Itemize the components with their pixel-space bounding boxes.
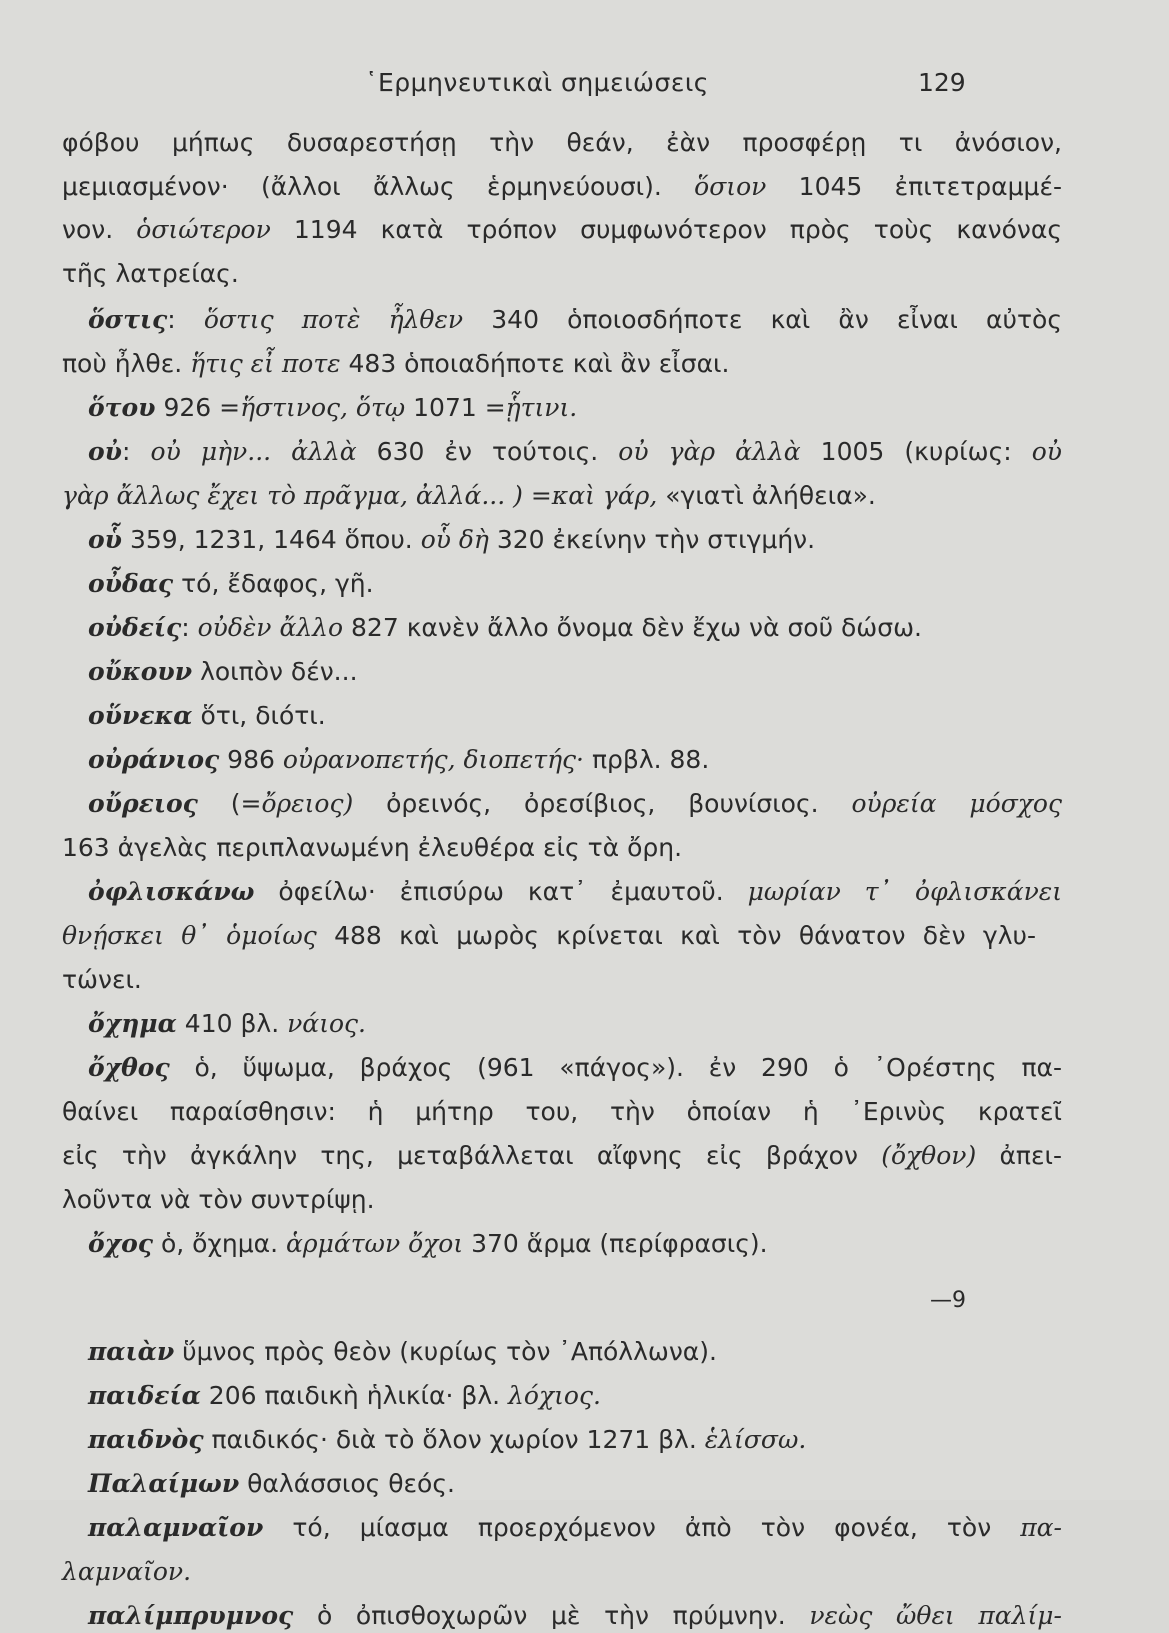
gloss-text: ὀφείλω· ἐπισύρω κατ᾽ ἐμαυτοῦ. [254, 877, 748, 906]
text-line [62, 479, 876, 513]
gloss-text: πρβλ. 88. [584, 745, 710, 774]
glossary-entry [88, 1599, 1062, 1633]
text-line [62, 919, 1036, 953]
glossary-entry [88, 303, 1062, 337]
gloss-text: : [122, 437, 151, 466]
glossary-entry [88, 611, 922, 645]
text-line [62, 347, 729, 381]
gloss-text: λοῦντα νὰ τὸν συντρίψῃ. [62, 1185, 375, 1214]
gloss-text: 410 βλ. [176, 1009, 288, 1038]
text-line [62, 257, 239, 291]
glossary-entry [88, 567, 374, 601]
gloss-text: 1005 (κυρίως: [800, 437, 1032, 466]
text-line [62, 831, 682, 865]
text-line [62, 1139, 1062, 1173]
quoted-text: οὐρανοπετής, διοπετής· [282, 745, 584, 774]
quoted-text: μωρίαν τ᾽ ὀφλισκάνει [747, 877, 1062, 906]
quoted-text: θνῄσκει θ᾽ ὁμοίως [62, 921, 317, 950]
headword: παλαμναῖον [88, 1513, 264, 1542]
gloss-text: παιδικός· διὰ τὸ ὅλον χωρίον 1271 βλ. [203, 1425, 705, 1454]
headword: οὔκουν [88, 657, 193, 686]
quoted-text: νεὼς ὤθει παλίμ- [809, 1601, 1062, 1630]
gloss-text: 320 ἐκείνην τὴν στιγμήν. [488, 525, 816, 554]
gloss-text: λοιπὸν δέν... [192, 657, 358, 686]
gloss-text: «γιατὶ ἀλήθεια». [657, 481, 876, 510]
glossary-entry [88, 391, 577, 425]
gloss-text: 630 ἐν τούτοις. [356, 437, 619, 466]
text-line [62, 1095, 1062, 1129]
gloss-text: 206 παιδικὴ ἡλικία· βλ. [200, 1381, 509, 1410]
gloss-text: 163 ἀγελὰς περιπλανωμένη ἐλευθέρα εἰς τὰ ὄρη. [62, 833, 683, 862]
glossary-entry [88, 1335, 717, 1369]
headword: οὕνεκα [88, 701, 193, 730]
glossary-entry [88, 435, 1062, 469]
glossary-entry [88, 655, 358, 689]
headword: παιδεία [88, 1381, 201, 1410]
glossary-entry [88, 1467, 455, 1501]
quoted-text: οὗ δὴ [420, 525, 489, 554]
quoted-text: πα- [1020, 1513, 1062, 1542]
quoted-text: ὅσιον [694, 172, 767, 201]
gloss-text: 926 = [155, 393, 241, 422]
gloss-text: ὅτι, διότι. [192, 701, 326, 730]
headword: ὅτου [88, 393, 156, 422]
quoted-text: νάιος. [287, 1009, 366, 1038]
text-line [62, 126, 1062, 160]
glossary-entry [88, 523, 815, 557]
glossary-entry [88, 743, 709, 777]
glossary-entry [88, 1007, 366, 1041]
gloss-text: θαίνει παραίσθησιν: ἡ μήτηρ του, τὴν ὁποίαν ἡ ᾽Ερινὺς κρατεῖ [62, 1097, 1062, 1126]
headword: ὀφλισκάνω [88, 877, 255, 906]
headword: ὅστις [88, 305, 168, 334]
glossary-entry [88, 1227, 768, 1261]
page-number: 129 [918, 68, 966, 97]
headword: οὖδας [88, 569, 174, 598]
quoted-text: οὐδὲν ἄλλο [197, 613, 344, 642]
gloss-text: (= [197, 789, 262, 818]
gloss-text: φόβου μήπως δυσαρεστήσῃ τὴν θεάν, ἐὰν προσφέρῃ τι ἀνόσιον, [62, 128, 1062, 157]
headword: παιὰν [88, 1337, 175, 1366]
gloss-text: : [181, 613, 198, 642]
headword: ὄχθος [88, 1053, 170, 1082]
gloss-text: ποὺ ἦλθε. [62, 349, 191, 378]
headword: παιδνὸς [88, 1425, 204, 1454]
gloss-text: τό, ἔδαφος, γῆ. [173, 569, 374, 598]
gloss-text: ἀπει- [976, 1141, 1062, 1170]
text-line [62, 213, 1062, 247]
quoted-text: ἥτις εἶ ποτε [190, 349, 341, 378]
quoted-text: ὄρειος) [261, 789, 354, 818]
gloss-text: εἰς τὴν ἀγκάλην της, μεταβάλλεται αἴφνης εἰς βράχον [62, 1141, 882, 1170]
glossary-entry [88, 1379, 601, 1413]
gloss-text: νον. [62, 215, 137, 244]
quoted-text: ὅστις ποτὲ ἦλθεν [203, 305, 464, 334]
headword: οὔρειος [88, 789, 198, 818]
quoted-text: (ὄχθον) [881, 1141, 977, 1170]
headword: οὐ [88, 437, 123, 466]
headword: ὄχημα [88, 1009, 177, 1038]
gloss-text: 1194 κατὰ τρόπον συμφωνότερον πρὸς τοὺς κανόνας [270, 215, 1062, 244]
text-line [62, 963, 142, 997]
headword: Παλαίμων [88, 1469, 240, 1498]
gloss-text: ὁ, ὄχημα. [153, 1229, 287, 1258]
gloss-text: 340 ὁποιοσδήποτε καὶ ἂν εἶναι αὐτὸς [463, 305, 1062, 334]
gloss-text: θαλάσσιος θεός. [239, 1469, 455, 1498]
signature-mark: —9 [930, 1288, 966, 1313]
gloss-text: 827 κανὲν ἄλλο ὄνομα δὲν ἔχω νὰ σοῦ δώσω. [343, 613, 922, 642]
quoted-text: ἑλίσσω. [704, 1425, 807, 1454]
text-line [62, 1183, 375, 1217]
page-header [0, 68, 1169, 108]
quoted-text: ἁρμάτων ὄχοι [286, 1229, 464, 1258]
gloss-text: μεμιασμένον· (ἄλλοι ἄλλως ἑρμηνεύουσι). [62, 172, 695, 201]
gloss-text: 359, 1231, 1464 ὅπου. [122, 525, 421, 554]
headword: οὐράνιος [88, 745, 220, 774]
text-line [62, 1555, 191, 1589]
quoted-text: ᾗτινι. [505, 393, 578, 422]
gloss-text: 986 [219, 745, 283, 774]
quoted-text: γὰρ ἄλλως ἔχει τὸ πρᾶγμα, ἀλλά... ) =καὶ γάρ, [62, 481, 658, 510]
gloss-text: : [167, 305, 204, 334]
gloss-text: 1071 = [405, 393, 506, 422]
gloss-text: τῆς λατρείας. [62, 259, 239, 288]
quoted-text: ὁσιώτερον [136, 215, 271, 244]
text-line [62, 170, 1062, 204]
gloss-text: τό, μίασμα προερχόμενον ἀπὸ τὸν φονέα, τὸν [263, 1513, 1021, 1542]
quoted-text: οὐ μὴν... ἀλλὰ [150, 437, 357, 466]
gloss-text: ὁ, ὕψωμα, βράχος (961 «πάγος»). ἐν 290 ὁ ᾽Ορέστης πα- [169, 1053, 1062, 1082]
gloss-text: 488 καὶ μωρὸς κρίνεται καὶ τὸν θάνατον δὲν γλυ- [316, 921, 1036, 950]
glossary-entry [88, 699, 326, 733]
gloss-text: τώνει. [62, 965, 142, 994]
quoted-text: λαμναῖον. [62, 1557, 192, 1586]
headword: παλίμπρυμνος [88, 1601, 294, 1630]
quoted-text: οὐρεία μόσχος [851, 789, 1062, 818]
quoted-text: οὐ γὰρ ἀλλὰ [618, 437, 801, 466]
headword: οὐδείς [88, 613, 182, 642]
glossary-entry [88, 787, 1062, 821]
quoted-text: οὐ [1031, 437, 1062, 466]
quoted-text: ἥστινος, ὅτῳ [240, 393, 406, 422]
glossary-entry [88, 1423, 806, 1457]
glossary-entry [88, 1051, 1062, 1085]
headword: ὄχος [88, 1229, 154, 1258]
glossary-entry [88, 1511, 1062, 1545]
glossary-entry [88, 875, 1062, 909]
gloss-text: ὀρεινός, ὀρεσίβιος, βουνίσιος. [353, 789, 852, 818]
gloss-text: 483 ὁποιαδήποτε καὶ ἂν εἶσαι. [340, 349, 730, 378]
gloss-text: 370 ἅρμα (περίφρασις). [463, 1229, 768, 1258]
gloss-text: 1045 ἐπιτετραμμέ- [766, 172, 1062, 201]
gloss-text: ὕμνος πρὸς θεὸν (κυρίως τὸν ᾽Απόλλωνα). [174, 1337, 717, 1366]
gloss-text: ὁ ὀπισθοχωρῶν μὲ τὴν πρύμνην. [293, 1601, 810, 1630]
headword: οὗ [88, 525, 123, 554]
quoted-text: λόχιος. [508, 1381, 601, 1410]
running-title: ῾Ερμηνευτικαὶ σημειώσεις [365, 68, 709, 97]
